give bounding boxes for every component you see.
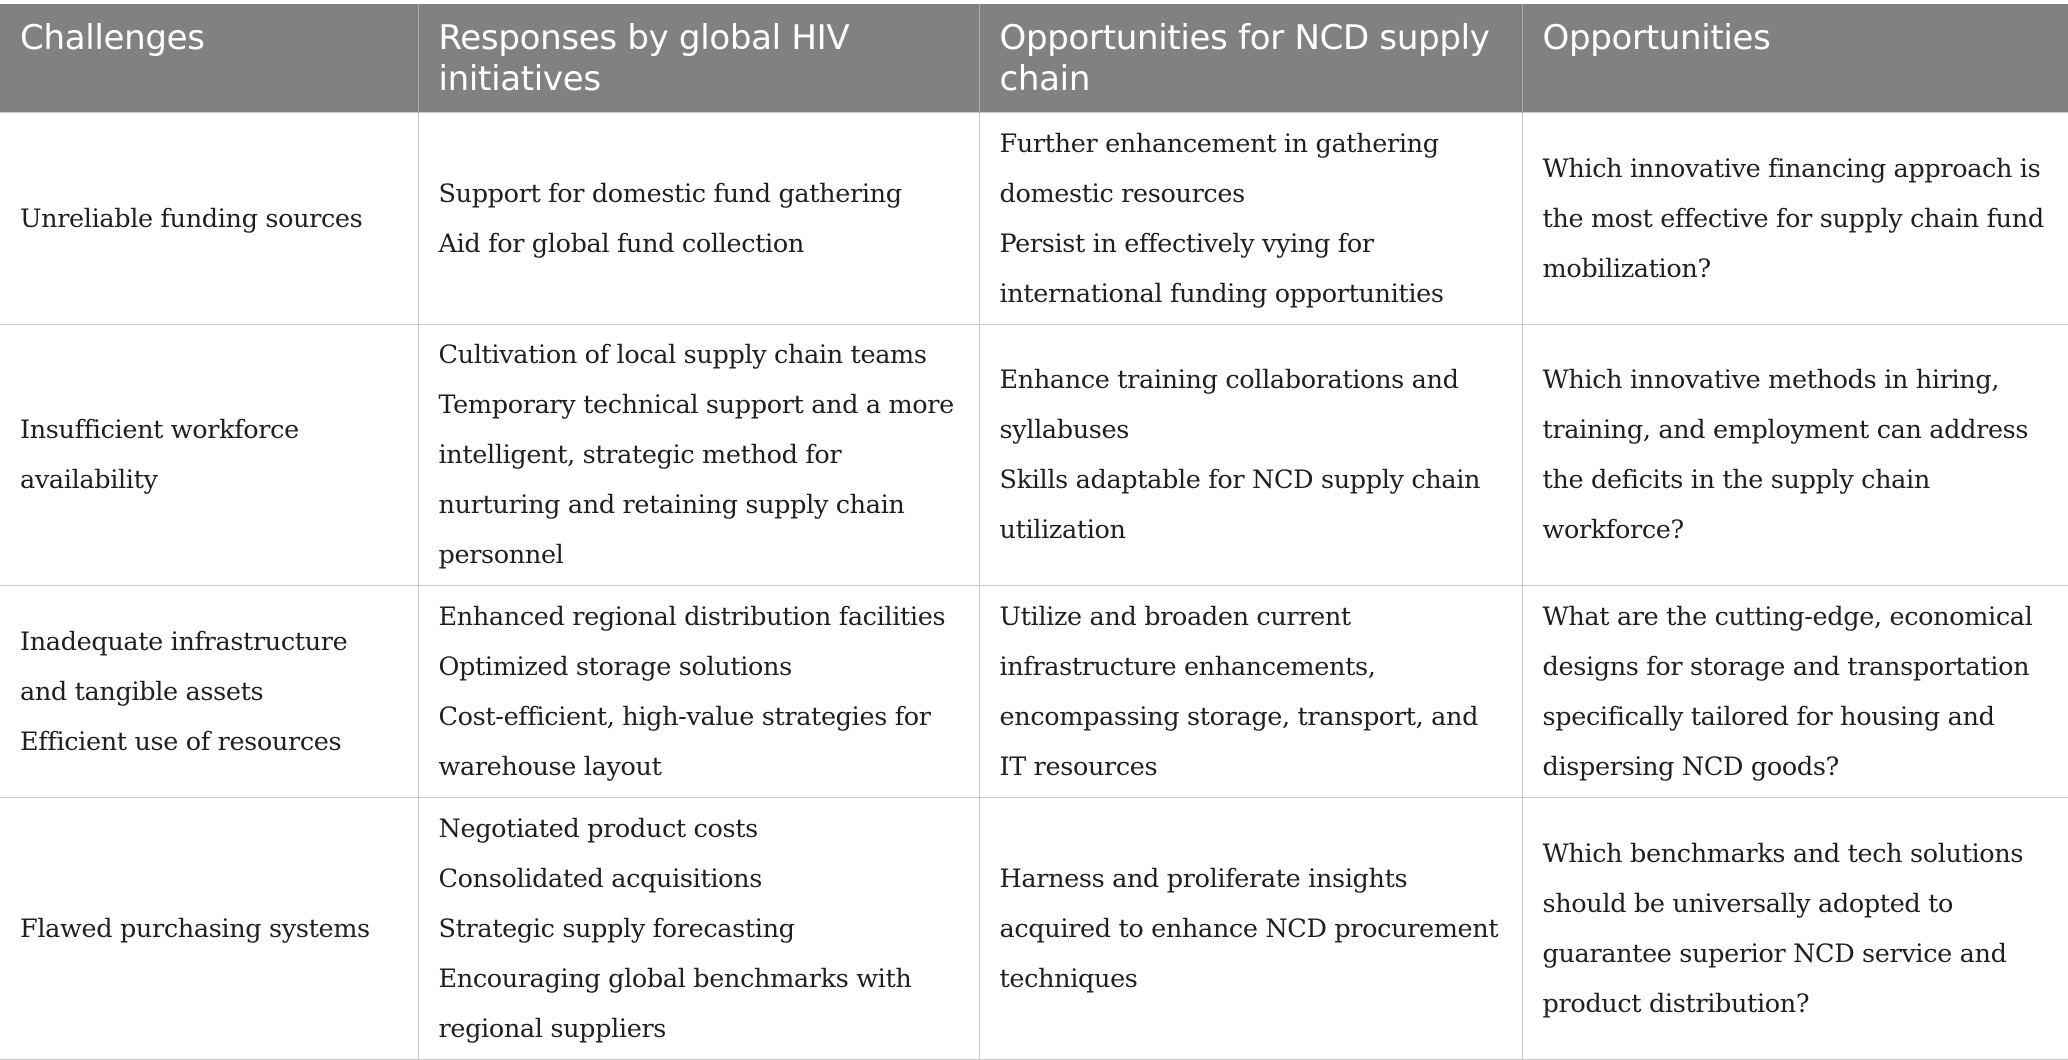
- cell-line: Skills adaptable for NCD supply chain utilization: [999, 465, 1481, 545]
- cell-ncd-opportunities: [979, 586, 1522, 798]
- cell-line: What are the cutting-edge, economical designs for storage and transportation specifically tailored for housing and dispersing NCD goods?: [1542, 601, 2033, 782]
- table-row: [0, 586, 2068, 798]
- cell-line: Strategic supply forecasting: [438, 913, 795, 944]
- cell-line: Utilize and broaden current infrastructure enhancements, encompassing storage, transport, and IT resources: [999, 601, 1479, 782]
- cell-responses: [418, 113, 979, 325]
- cell-line: Which innovative financing approach is the most effective for supply chain fund mobilization?: [1542, 153, 2044, 284]
- cell-line: Flawed purchasing systems: [20, 913, 370, 944]
- header-row: [0, 4, 2068, 113]
- cell-opportunities: [1522, 113, 2068, 325]
- cell-line: Harness and proliferate insights acquired to enhance NCD procurement techniques: [999, 863, 1499, 994]
- cell-line: Unreliable funding sources: [20, 203, 363, 234]
- cell-line: Further enhancement in gathering domestic resources: [999, 128, 1439, 209]
- cell-ncd-opportunities: [979, 113, 1522, 325]
- cell-responses: [418, 325, 979, 586]
- cell-line: Persist in effectively vying for international funding opportunities: [999, 228, 1444, 309]
- cell-line: Support for domestic fund gathering: [438, 178, 902, 209]
- cell-responses: [418, 798, 979, 1060]
- cell-line: Aid for global fund collection: [438, 228, 804, 259]
- cell-line: Cost-efficient, high-value strategies for warehouse layout: [438, 701, 931, 782]
- cell-line: Enhanced regional distribution facilities: [438, 601, 946, 632]
- cell-line: Optimized storage solutions: [438, 651, 792, 682]
- table-body: [0, 113, 2068, 1060]
- cell-line: Insufficient workforce availability: [20, 415, 299, 495]
- table-row: [0, 325, 2068, 586]
- cell-responses: [418, 586, 979, 798]
- cell-challenges: [0, 113, 418, 325]
- table-header: [0, 4, 2068, 113]
- challenges-table: [0, 4, 2068, 1060]
- cell-challenges: [0, 325, 418, 586]
- cell-ncd-opportunities: [979, 798, 1522, 1060]
- cell-line: Enhance training collaborations and syllabuses: [999, 365, 1459, 445]
- cell-line: Efficient use of resources: [20, 726, 342, 757]
- cell-opportunities: [1522, 586, 2068, 798]
- cell-challenges: [0, 798, 418, 1060]
- header-responses: Responses by global HIV initiatives: [418, 4, 979, 113]
- cell-opportunities: [1522, 798, 2068, 1060]
- cell-opportunities: [1522, 325, 2068, 586]
- cell-line: Temporary technical support and a more intelligent, strategic method for nurturing and retaining supply chain personnel: [438, 390, 954, 570]
- table-row: [0, 798, 2068, 1060]
- cell-challenges: [0, 586, 418, 798]
- cell-ncd-opportunities: [979, 325, 1522, 586]
- cell-line: Inadequate infrastructure and tangible assets: [20, 626, 348, 707]
- header-opportunities: Opportunities: [1522, 4, 2068, 113]
- table-row: [0, 113, 2068, 325]
- cell-line: Which innovative methods in hiring, training, and employment can address the deficits in the supply chain workforce?: [1542, 365, 2029, 545]
- cell-line: Negotiated product costs: [438, 813, 758, 844]
- header-ncd-opportunities: Opportunities for NCD supply chain: [979, 4, 1522, 113]
- cell-line: Cultivation of local supply chain teams: [438, 340, 927, 370]
- cell-line: Which benchmarks and tech solutions should be universally adopted to guarantee superior NCD service and product distribution?: [1542, 838, 2024, 1019]
- cell-line: Encouraging global benchmarks with regional suppliers: [438, 963, 912, 1044]
- header-challenges: Challenges: [0, 4, 418, 113]
- cell-line: Consolidated acquisitions: [438, 863, 762, 894]
